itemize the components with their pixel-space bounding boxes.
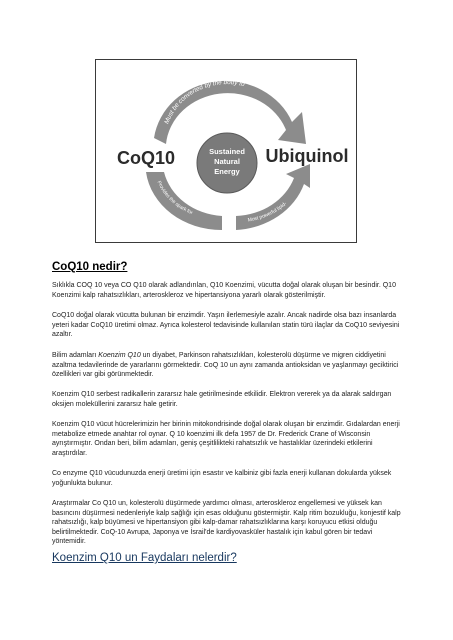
ubiquinol-label: Ubiquinol [265, 146, 349, 166]
paragraph-1: Sıklıkla COQ 10 veya CO Q10 olarak adlandırılan, Q10 Koenzimi, vücutta doğal olarak oluşan bir besindir. Q10 Koenzimi kalp rahatsızlıkları, arteroskleroz ve hipertansiyona yararlı olarak gösterilmiştir. [52, 282, 396, 299]
top-arrow-text: Must be converted by the body to [163, 78, 246, 126]
cycle-diagram [96, 60, 356, 242]
paragraph-7: Araştırmalar Co Q10 un, kolesterolü düşürmede yardımcı olması, arteroskleroz engellemesi ve yüksek kan basıncını düşürmesi nedenleriyle kalp sağlığı için esas olduğunu göstermiştir. Kalp ritim bozukluğu, konjestif kalp rahatsızlığı, kalp büyümesi ve hipertansiyon gibi kalp-damar rahatsızlıklarına karşı koruyucu etkisi olduğu belirtilmektedir. CoQ-10 Avrupa, Japonya ve İsrail'de kardiyovasküler hastalık için kabul gören bir tedavi yöntemidir. [52, 500, 401, 546]
bottom-right-text-1: Most powerful lipid- [247, 200, 289, 224]
paragraph-2: CoQ10 doğal olarak vücutta bulunan bir enzimdir. Yaşın ilerlemesiyle azalır. Ancak nadirde olsa bazı insanlarda yeteri kadar CoQ10 üretimi olmaz. Ayrıca kolesterol tedavisinde kullanılan statin türü ilaçlar da CoQ10 seviyesini azaltır. [52, 312, 400, 339]
coq10-label: CoQ10 [116, 148, 176, 168]
heading-coq10-nedir: CoQ10 nedir? [52, 261, 128, 273]
koenzim-q10-italic: Koenzim Q10 [98, 352, 141, 359]
center-line-3: Energy [214, 167, 240, 176]
paragraph-6: Co enzyme Q10 vücudunuzda enerji üretimi için esastır ve kalbiniz gibi fazla enerji kullanan dokularda yüksek yoğunlukta bulunur. [52, 470, 392, 487]
bottom-left-text-1: Provides the spark for [155, 180, 194, 217]
paragraph-4: Koenzim Q10 serbest radikallerin zararsız hale getirilmesinde etkilidir. Elektron vererek ya da alarak saldırgan oksijen moleküllerini zararsız hale getirir. [52, 391, 392, 408]
paragraph-3: Bilim adamları Koenzim Q10 un diyabet, Parkinson rahatsızlıkları, kolesterolü düşürme ve migren ciddiyetini azaltma tedavilerinde de yararlarını görmektedir. CoQ 10 un aynı zamanda antioksidan ve yaşlanmayı geciktirici özellikleri var gibi görünmektedir. [52, 352, 399, 379]
heading-koenzim-faydalari: Koenzim Q10 un Faydaları nelerdir? [52, 552, 237, 564]
coq10-ubiquinol-figure [95, 59, 357, 243]
center-line-2: Natural [214, 157, 240, 166]
paragraph-5: Koenzim Q10 vücut hücrelerimizin her birinin mitokondrisinde doğal olarak oluşan bir enzimdir. Gıdalardan enerji metabolize etmede anahtar rol oynar. Q 10 koenzimi ilk defa 1957 de Dr. Frederick Crane of Wisconsin ayrıştırmıştır. Ondan beri, bilim adamları, geniş çeşitlilikteki rahatsızlık ve hastalıklar üzerindeki etkilerini araştırdılar. [52, 421, 400, 457]
center-line-1: Sustained [209, 147, 245, 156]
